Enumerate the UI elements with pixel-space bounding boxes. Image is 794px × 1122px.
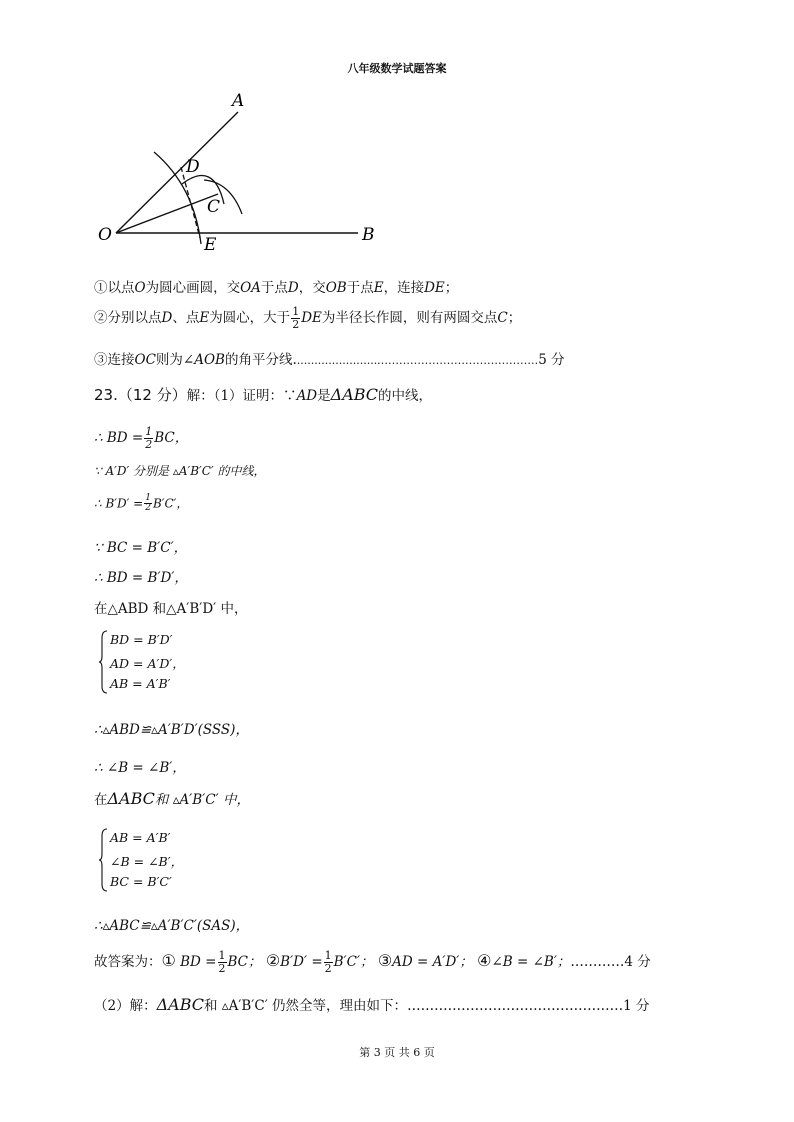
numerator: 1 — [218, 949, 226, 963]
var-oc: OC — [134, 352, 156, 368]
fraction-half — [291, 306, 300, 330]
text: B′C′； — [333, 954, 374, 970]
text: ，交 — [298, 280, 326, 296]
angle-bisector-figure — [90, 88, 390, 258]
denominator: 2 — [145, 438, 153, 451]
circled-4: ④ — [477, 951, 492, 970]
text: 在 — [94, 792, 108, 808]
q23-line-3 — [94, 494, 188, 514]
system-2-eq-3: BC = B′C′ — [110, 874, 172, 889]
text: ，连接 — [383, 280, 425, 296]
var-d: D — [287, 280, 299, 296]
label-c: C — [207, 197, 221, 217]
var-o: O — [134, 280, 146, 296]
text: 和 ▵A′B′C′ 仍然全等，理由如下： — [204, 998, 408, 1014]
var-oa: OA — [240, 280, 261, 296]
text: ； — [444, 280, 459, 296]
q23-line-10: ∴▵ABC≌▵A′B′C′(SAS)， — [94, 918, 250, 934]
text: BC， — [154, 430, 189, 446]
system-2-eq-1: AB = A′B′ — [110, 830, 171, 845]
text: ∴ B′D′ = — [94, 496, 144, 511]
text: 则为∠ — [155, 352, 195, 368]
q23-line-8: ∴ ∠B = ∠B′， — [94, 760, 186, 776]
text: 是 — [317, 388, 331, 404]
score: 1 分 — [623, 998, 650, 1014]
numerator: 1 — [324, 949, 332, 963]
part-2 — [94, 994, 649, 1014]
var-ob: OB — [325, 280, 347, 296]
text: 的中线， — [378, 388, 433, 404]
page-footer: 第 3 页 共 6 页 — [359, 1046, 435, 1059]
text: 为半径长作圆，则有两圆交点 — [321, 310, 498, 326]
label-o: O — [98, 225, 112, 245]
label-e: E — [204, 235, 217, 255]
segment-oc — [116, 194, 221, 233]
var-e: E — [199, 310, 210, 326]
fraction-half — [324, 950, 333, 974]
text: ； — [507, 310, 522, 326]
text: BD = — [180, 954, 217, 970]
construction-step-1 — [94, 276, 458, 296]
q23-line-7: ∴▵ABD≌▵A′B′D′(SSS)， — [94, 722, 249, 738]
var-aob: AOB — [194, 352, 225, 368]
text: 解：（1）证明：∵ — [186, 388, 297, 404]
var-ad: AD — [296, 388, 318, 404]
text: 故答案为： — [94, 954, 162, 970]
label-d: D — [186, 157, 200, 177]
circled-2: ② — [265, 951, 281, 970]
score: 5 分 — [538, 352, 565, 368]
question-number: 23.（12 分） — [94, 386, 187, 404]
text: ∠B = ∠B′； — [491, 954, 571, 970]
system-1-eq-3: AB = A′B′ — [110, 676, 171, 691]
numerator: 1 — [292, 305, 300, 319]
system-2-eq-2: ∠B = ∠B′， — [110, 854, 184, 869]
q23-intro — [94, 384, 432, 405]
text: 和 ▵A′B′C′ 中， — [154, 792, 250, 808]
q23-line-5: ∴ BD = B′D′， — [94, 570, 188, 586]
denominator: 2 — [324, 962, 332, 975]
leader-dots: ………………………………………… — [407, 998, 624, 1014]
text: AD = A′D′； — [392, 954, 473, 970]
label-a: A — [232, 91, 245, 111]
text: （2）解： — [94, 998, 157, 1014]
answer-summary — [94, 950, 651, 975]
text: BC； — [227, 954, 262, 970]
text: B′D′ = — [280, 954, 323, 970]
text: ∴ BD = — [94, 430, 144, 446]
var-e: E — [373, 280, 384, 296]
text: ②分别以点 — [94, 310, 162, 326]
left-brace-1 — [98, 630, 108, 694]
construction-step-3 — [94, 348, 565, 368]
left-brace-2 — [98, 828, 108, 892]
leader-dots: ………… — [570, 954, 625, 970]
text: ①以点 — [94, 280, 135, 296]
q23-line-2: ∵ A′D′ 分别是 ▵A′B′C′ 的中线， — [94, 464, 266, 478]
triangle-abc: ΔABC — [156, 995, 204, 1014]
fraction-half — [144, 426, 153, 450]
var-c: C — [497, 310, 508, 326]
page-header: 八年级数学试题答案 — [347, 62, 447, 75]
denominator: 2 — [218, 962, 226, 975]
system-1-eq-1: BD = B′D′ — [110, 632, 173, 647]
triangle-abc: ΔABC — [330, 385, 379, 404]
fraction-half — [144, 494, 152, 514]
text: 的角平分线. — [224, 352, 297, 368]
text: 于点 — [346, 280, 374, 296]
numerator: 1 — [145, 493, 151, 503]
var-de: DE — [424, 280, 445, 296]
score: 4 分 — [624, 954, 651, 970]
q23-line-1 — [94, 426, 188, 451]
system-1-eq-2: AD = A′D′， — [110, 656, 185, 671]
fraction-half — [218, 950, 227, 974]
q23-line-9 — [94, 788, 250, 808]
text: 、点 — [172, 310, 200, 326]
denominator: 2 — [292, 318, 300, 331]
label-b: B — [362, 225, 375, 245]
denominator: 2 — [145, 503, 151, 514]
text: 为圆心画圆，交 — [145, 280, 241, 296]
circled-3: ③ — [377, 951, 393, 970]
text: 为圆心，大于 — [209, 310, 291, 326]
q23-line-6: 在△ABD 和△A′B′D′ 中， — [94, 601, 248, 617]
leader-dots: ........................……………………………………. — [296, 354, 539, 367]
triangle-abc: ΔABC — [107, 789, 155, 808]
var-de: DE — [301, 310, 322, 326]
construction-step-2 — [94, 306, 521, 331]
q23-line-4: ∵ BC = B′C′， — [94, 540, 188, 556]
text: B′C′， — [152, 496, 189, 511]
circled-1: ① — [161, 951, 176, 970]
text: 于点 — [260, 280, 288, 296]
var-d: D — [161, 310, 173, 326]
text: ③连接 — [94, 352, 135, 368]
numerator: 1 — [145, 425, 153, 439]
